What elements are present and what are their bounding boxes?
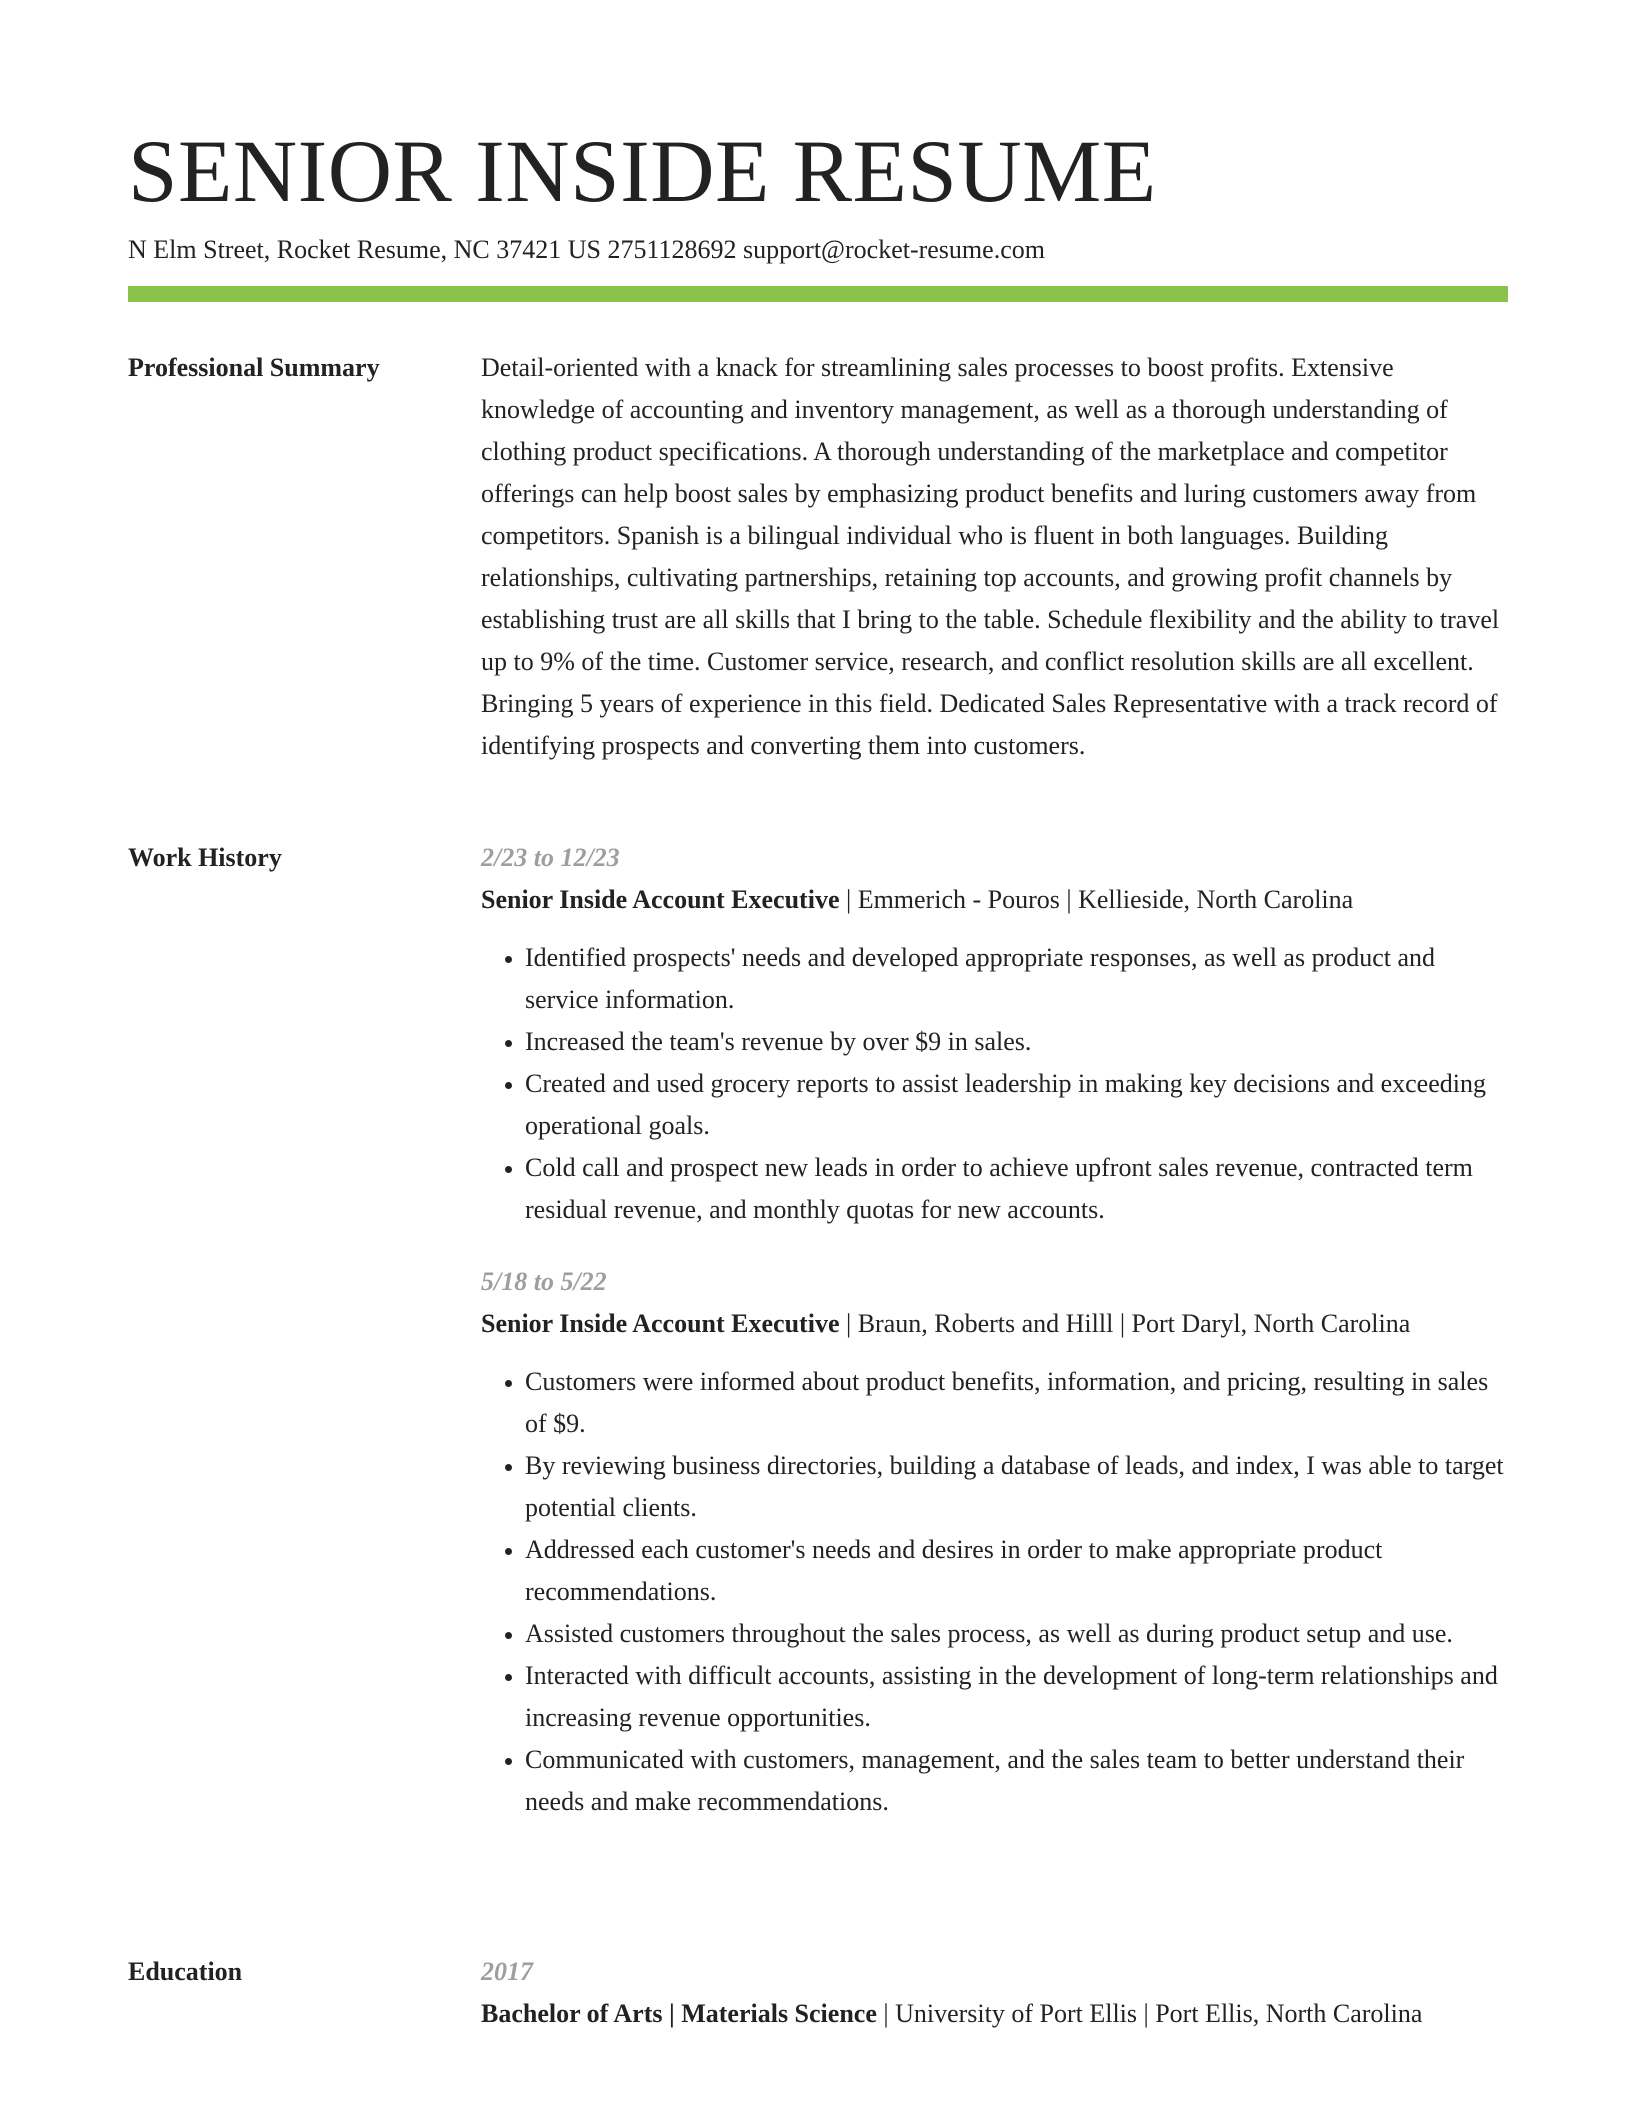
- summary-section: [481, 347, 1511, 767]
- summary-text: Detail-oriented with a knack for streamlining sales processes to boost profits. Extensive knowledge of accounting and inventory management, as well as a thorough understanding of clothing product specifications. A thorough understanding of the marketplace and competitor offerings can help boost sales by emphasizing product benefits and luring customers away from competitors. Spanish is a bilingual individual who is fluent in both languages. Building relationships, cultivating partnerships, retaining top accounts, and growing profit channels by establishing trust are all skills that I bring to the table. Schedule flexibility and the ability to travel up to 9% of the time. Customer service, research, and conflict resolution skills are all excellent. Bringing 5 years of experience in this field. Dedicated Sales Representative with a track record of identifying prospects and converting them into customers.: [481, 353, 1500, 760]
- job-bullet: • Interacted with difficult accounts, assisting in the development of long-term relationships and increasing revenue opportunities.: [525, 1655, 1511, 1739]
- job-bullet: • Increased the team's revenue by over $9 in sales.: [525, 1021, 1511, 1063]
- job-bullet: • Identified prospects' needs and developed appropriate responses, as well as product and service information.: [525, 937, 1511, 1021]
- job-title: Senior Inside Account Executive: [481, 1309, 840, 1338]
- job-entry-1: [481, 837, 1511, 1231]
- job-bullets: [481, 937, 1511, 1231]
- job-bullet: • Assisted customers throughout the sales process, as well as during product setup and use.: [525, 1613, 1511, 1655]
- job-heading: [481, 1303, 1511, 1345]
- job-bullet: • By reviewing business directories, building a database of leads, and index, I was able to target potential clients.: [525, 1445, 1511, 1529]
- job-entry-2: [481, 1261, 1511, 1823]
- education-entry: [481, 1951, 1511, 2035]
- education-degree: Bachelor of Arts | Materials Science: [481, 1999, 877, 2028]
- resume-title: SENIOR INSIDE RESUME: [128, 123, 1157, 221]
- education-heading-line: [481, 1993, 1511, 2035]
- header-divider: [128, 286, 1508, 302]
- job-bullet: • Communicated with customers, management, and the sales team to better understand their needs and make recommendations.: [525, 1739, 1511, 1823]
- job-employer-location: | Braun, Roberts and Hilll | Port Daryl, North Carolina: [839, 1309, 1411, 1338]
- job-dates: 2/23 to 12/23: [481, 843, 620, 872]
- job-employer-location: | Emmerich - Pouros | Kellieside, North Carolina: [839, 885, 1354, 914]
- job-title: Senior Inside Account Executive: [481, 885, 840, 914]
- summary-heading: Professional Summary: [128, 353, 380, 382]
- job-heading: [481, 879, 1511, 921]
- job-bullet: • Created and used grocery reports to assist leadership in making key decisions and exceeding operational goals.: [525, 1063, 1511, 1147]
- work-history-heading: Work History: [128, 843, 282, 872]
- education-school-location: | University of Port Ellis | Port Ellis, North Carolina: [876, 1999, 1423, 2028]
- education-year: 2017: [481, 1957, 533, 1986]
- job-bullets: [481, 1361, 1511, 1823]
- education-heading: Education: [128, 1957, 243, 1986]
- job-bullet: • Cold call and prospect new leads in order to achieve upfront sales revenue, contracted term residual revenue, and monthly quotas for new accounts.: [525, 1147, 1511, 1231]
- contact-line: N Elm Street, Rocket Resume, NC 37421 US 2751128692 support@rocket-resume.com: [128, 235, 1045, 264]
- job-bullet: • Addressed each customer's needs and desires in order to make appropriate product recommendations.: [525, 1529, 1511, 1613]
- job-bullet: • Customers were informed about product benefits, information, and pricing, resulting in sales of $9.: [525, 1361, 1511, 1445]
- job-dates: 5/18 to 5/22: [481, 1267, 607, 1296]
